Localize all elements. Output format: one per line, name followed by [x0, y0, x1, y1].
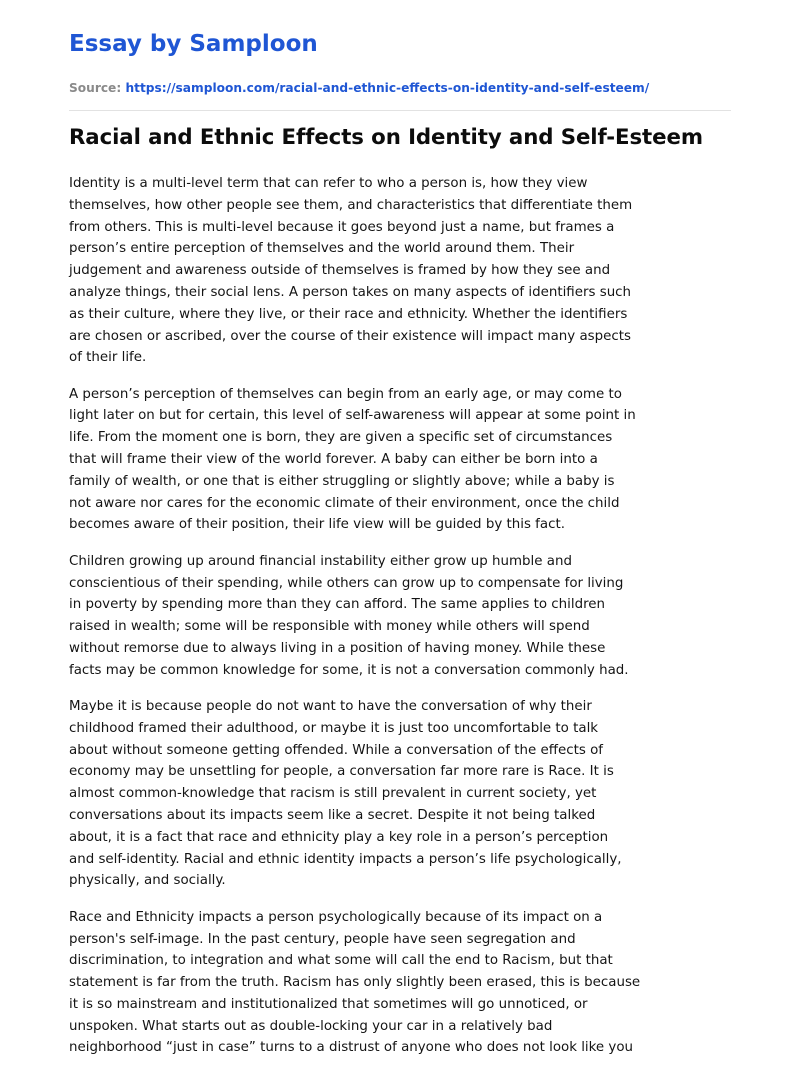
source-label: Source:	[69, 81, 122, 95]
essay-body	[69, 173, 732, 1074]
paragraph-line: becomes aware of their position, their life view will be guided by this fact.	[69, 517, 565, 533]
paragraph-line: in poverty by spending more than they can afford. The same applies to children	[69, 597, 606, 613]
brand-title: Essay by Samploon	[69, 31, 318, 57]
essay-paragraph	[69, 551, 732, 682]
paragraph-line: conversations about its impacts seem like a secret. Despite it not being talked	[69, 808, 596, 824]
paragraph-line: not aware nor cares for the economic climate of their environment, once the child	[69, 495, 620, 511]
paragraph-line: of their life.	[69, 350, 147, 366]
essay-title: Racial and Ethnic Effects on Identity and Self-Esteem	[69, 125, 703, 150]
essay-paragraph	[69, 384, 732, 537]
paragraph-line: family of wealth, or one that is either struggling or slightly above; while a baby is	[69, 473, 615, 489]
paragraph-line: life. From the moment one is born, they are given a specific set of circumstances	[69, 430, 613, 446]
paragraph-line: statement is far from the truth. Racism has only slightly been erased, this is because	[69, 975, 641, 991]
paragraph-line: raised in wealth; some will be responsible with money while others will spend	[69, 619, 590, 635]
paragraph-line: light later on but for certain, this level of self-awareness will appear at some point in	[69, 408, 636, 424]
essay-paragraph	[69, 907, 732, 1060]
paragraph-line: it is so mainstream and institutionalized that sometimes will go unnoticed, or	[69, 996, 588, 1012]
paragraph-line: as their culture, where they live, or their race and ethnicity. Whether the identifiers	[69, 306, 628, 322]
paragraph-line: almost common-knowledge that racism is still prevalent in current society, yet	[69, 786, 597, 802]
paragraph-line: analyze things, their social lens. A person takes on many aspects of identifiers such	[69, 284, 632, 300]
paragraph-line: that will frame their view of the world forever. A baby can either be born into a	[69, 452, 598, 468]
source-link[interactable]: https://samploon.com/racial-and-ethnic-effects-on-identity-and-self-esteem/	[125, 81, 650, 95]
paragraph-line: physically, and socially.	[69, 873, 226, 889]
paragraph-line: Maybe it is because people do not want to have the conversation of why their	[69, 699, 592, 715]
paragraph-line: facts may be common knowledge for some, it is not a conversation commonly had.	[69, 662, 629, 678]
paragraph-line: Children growing up around financial instability either grow up humble and	[69, 553, 572, 569]
source-line	[69, 80, 649, 96]
paragraph-line: themselves, how other people see them, and characteristics that differentiate them	[69, 197, 633, 213]
paragraph-line: and self-identity. Racial and ethnic identity impacts a person’s life psychologically,	[69, 851, 622, 867]
essay-paragraph	[69, 173, 732, 369]
paragraph-line: from others. This is multi-level because it goes beyond just a name, but frames a	[69, 219, 615, 235]
paragraph-line: Race and Ethnicity impacts a person psychologically because of its impact on a	[69, 909, 603, 925]
paragraph-line: neighborhood “just in case” turns to a distrust of anyone who does not look like you	[69, 1040, 634, 1056]
paragraph-line: person’s entire perception of themselves and the world around them. Their	[69, 241, 575, 257]
paragraph-line: are chosen or ascribed, over the course of their existence will impact many aspects	[69, 328, 631, 344]
essay-paragraph	[69, 696, 732, 892]
paragraph-line: conscientious of their spending, while others can grow up to compensate for living	[69, 575, 624, 591]
paragraph-line: person's self-image. In the past century, people have seen segregation and	[69, 931, 576, 947]
paragraph-line: Identity is a multi-level term that can refer to who a person is, how they view	[69, 176, 588, 191]
paragraph-line: about, it is a fact that race and ethnicity play a key role in a person’s perception	[69, 829, 609, 845]
paragraph-line: economy may be unsettling for people, a conversation far more rare is Race. It is	[69, 764, 614, 780]
paragraph-line: childhood framed their adulthood, or maybe it is just too uncomfortable to talk	[69, 720, 599, 736]
paragraph-line: about without someone getting offended. While a conversation of the effects of	[69, 742, 603, 758]
paragraph-line: unspoken. What starts out as double-locking your car in a relatively bad	[69, 1018, 553, 1034]
header-divider	[69, 110, 731, 111]
paragraph-line: discrimination, to integration and what some will call the end to Racism, but that	[69, 953, 613, 969]
paragraph-line: A person’s perception of themselves can begin from an early age, or may come to	[69, 386, 622, 402]
paragraph-line: judgement and awareness outside of themselves is framed by how they see and	[69, 263, 611, 279]
paragraph-line: without remorse due to always living in a position of having money. While these	[69, 640, 606, 656]
